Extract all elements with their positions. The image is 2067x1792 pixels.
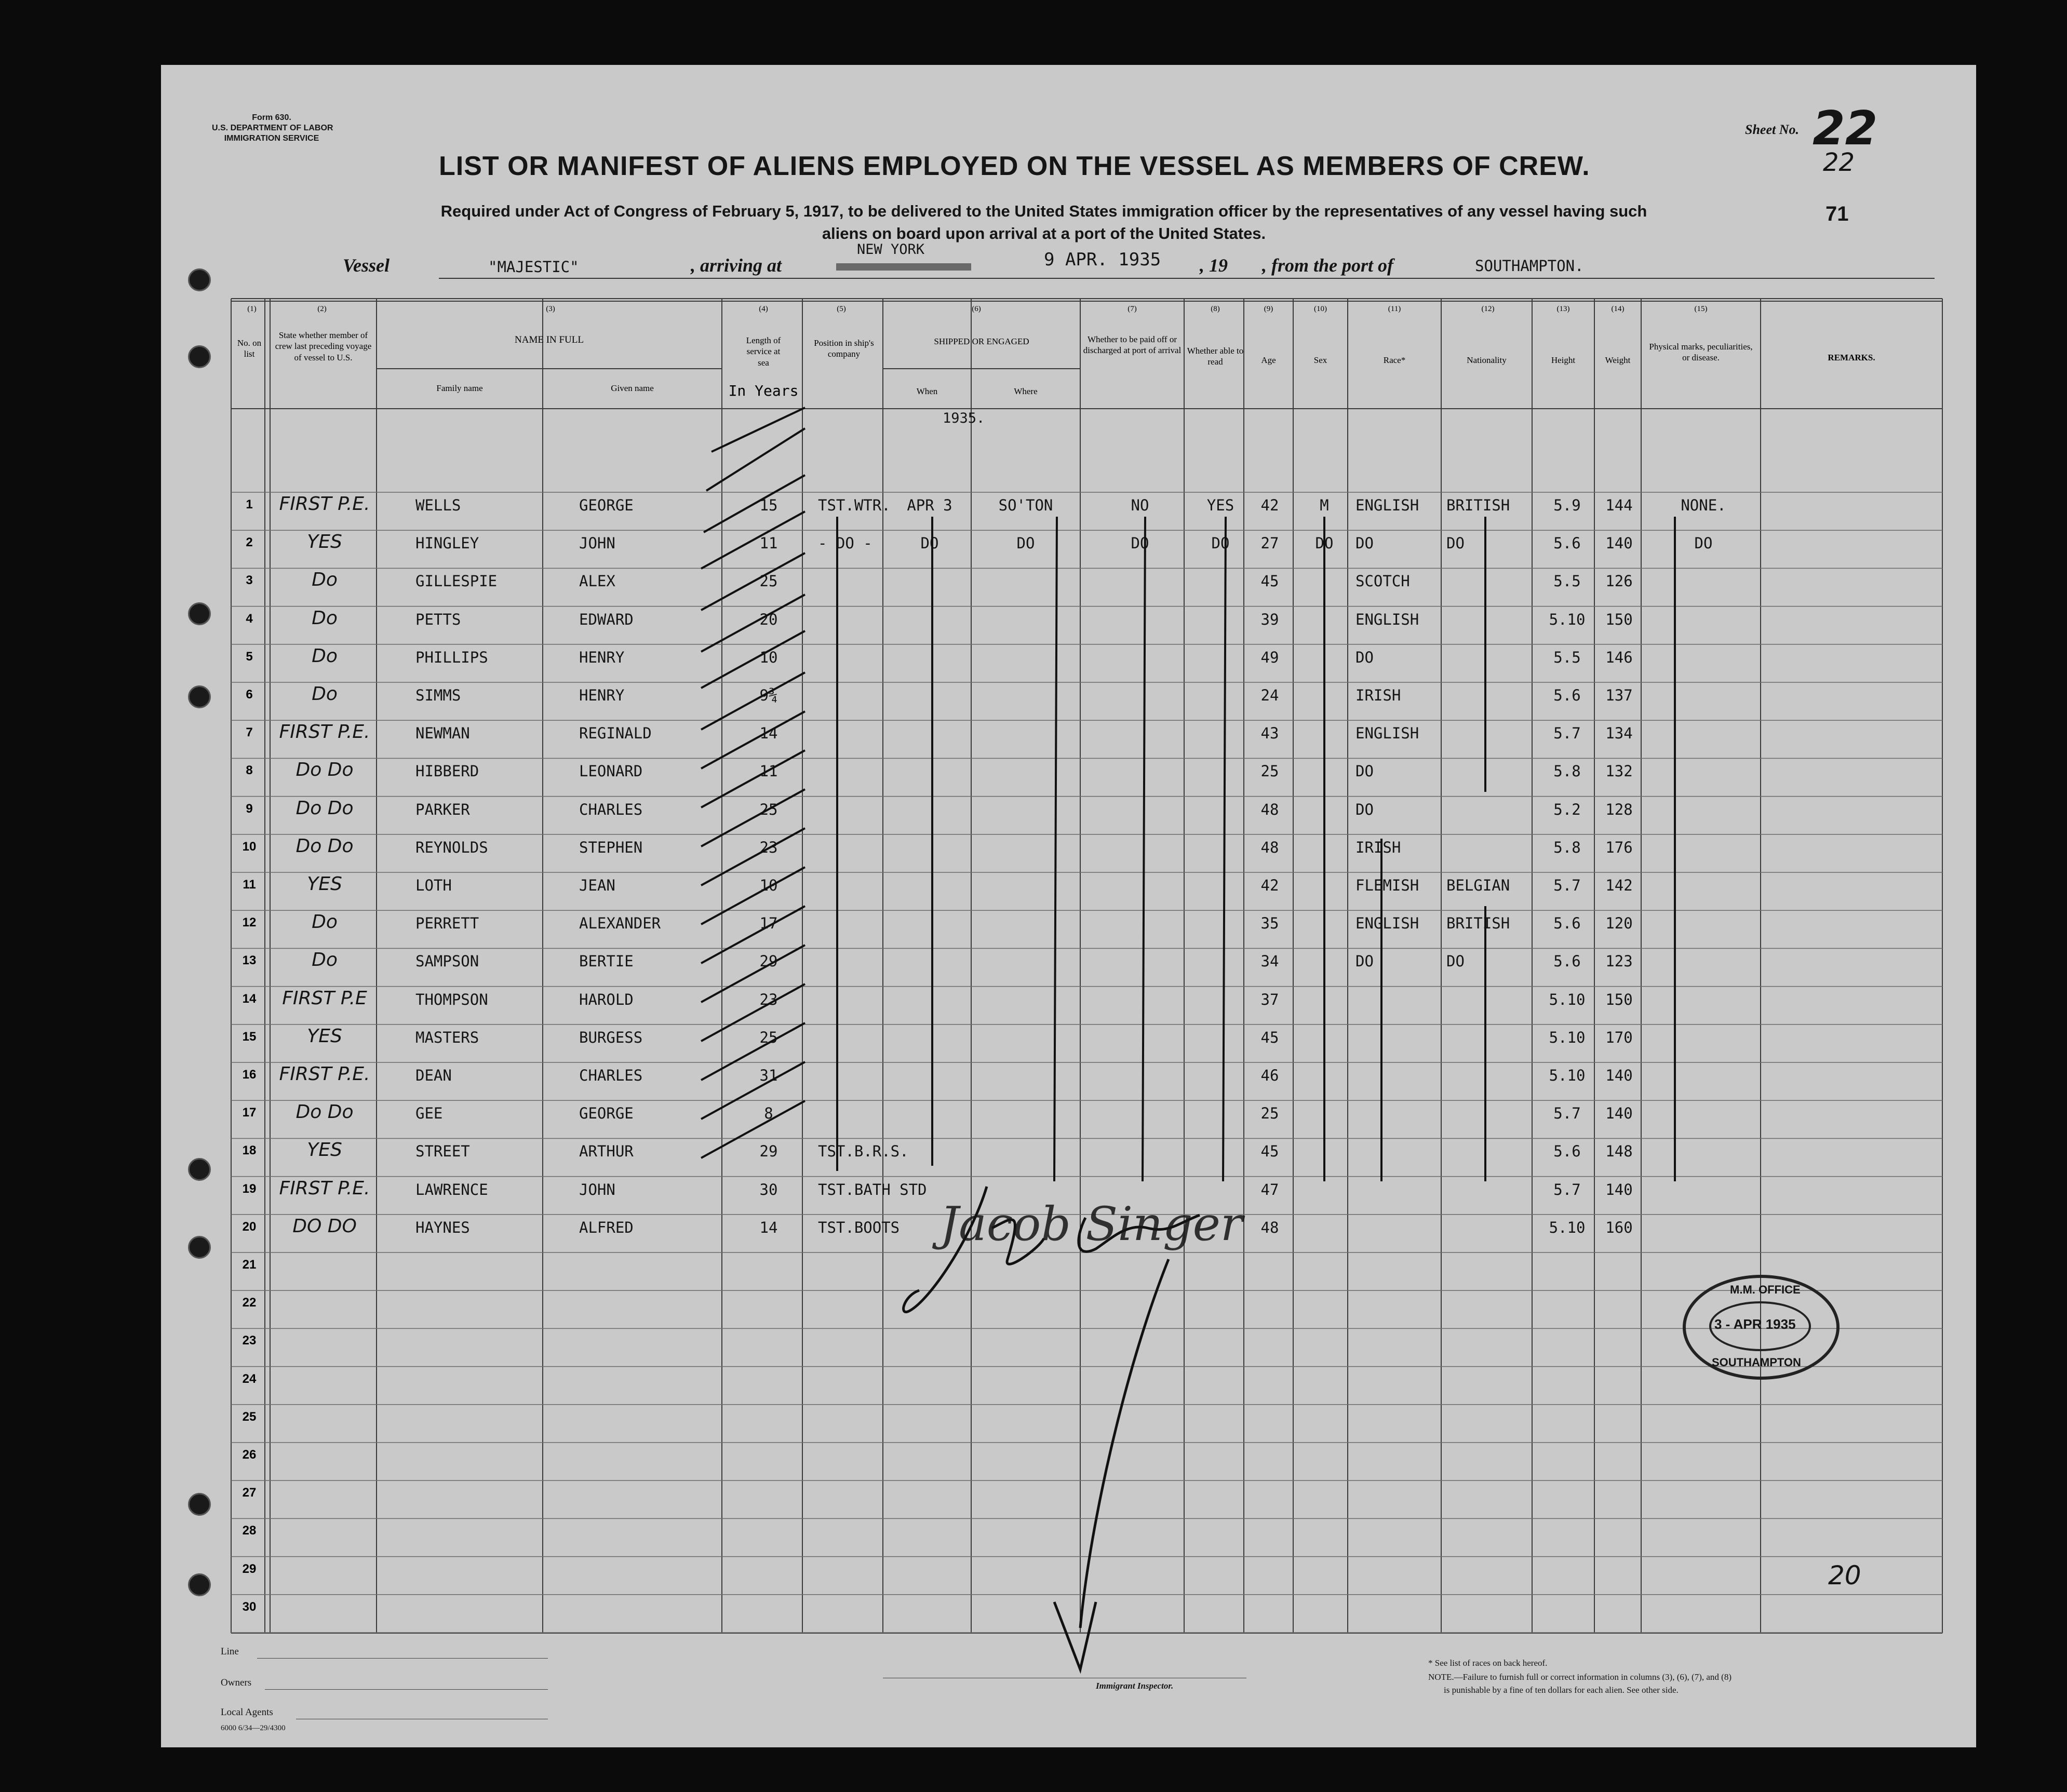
cell-weight: 148	[1605, 1142, 1633, 1161]
cell-weight: 140	[1605, 1067, 1633, 1084]
cell-service: 25	[759, 800, 778, 818]
cell-height: 5.8	[1553, 762, 1581, 780]
header-weight: Weight	[1605, 355, 1631, 365]
header-able-read: Whether able to read	[1187, 346, 1244, 367]
cell-given: HAROLD	[579, 990, 634, 1008]
cell-service: 17	[759, 914, 778, 933]
manifest-sheet: Form 630. U.S. DEPARTMENT OF LABOR IMMIGRATION SERVICE Sheet No. 22 22 71 LIST OR MANIFEST OF ALIENS EMPLOYED ON THE VESSEL AS MEMBERS OF CREW. Required under Act of Congress of February 5, 1917, to be delivered to the United States immigration officer by the representatives of any vessel having such aliens on board upon arrival at a port of the United States. Vessel "MAJESTIC" , arriving at NEW YORK 9 APR. 1935 , 19 , from the port of SOUTHAMPTON. (1) (2) (3) (4) (5) (6) (7) (8) (9) (10) (11) (12) (13) (14) (15) No. on list State whether member of crew last preceding voyage of vessel to U.S. NAME IN FULL Family name Given name Length of service at sea In Years Position in ship's company SHIPPED OR ENGAGED When Where Whether to be paid off or discharged at port of arrival Whether able to read Age Sex Race* Nationality Height Weight Physical marks, peculiarities, or disease. REMARKS. 1935. 1 FIRST P.E. WELLS GEORGE 15 TST.WTR. APR 3 SO'TON NO YES 42 M ENGLISH BRITISH 5.9 144 NONE. 2 YES HINGLEY JOHN 11 - DO - DO DO DO DO 27 DO DO DO 5.6 140 DO 3 Do GILLESPIE ALEX 25 45 SCOTCH 5.5 126 4 Do PETTS EDWARD 20 39 ENGLISH 5.10 150 5 Do PHILLIPS HENRY 10 49 DO 5.5 146 6 Do SIMMS HENRY 9¾ 24 IRISH 5.6 137 7 FIRST P.E. NEWMAN REGINALD 14 43 ENGLISH 5.7 134 8 Do Do HIBBERD LEONARD 11 25 DO 5.8 132 9 Do Do PARKER CHARLES 25 48 DO 5.2 128 10 Do Do REYNOLDS STEPHEN 23 48 IRISH 5.8 176 11 YES LOTH JEAN 10 42 FLEMISH BELGIAN 5.7 142 12 Do PERRETT ALEXANDER 17 35 ENGLISH BRITISH 5.6 120 13 Do SAMPSON BERTIE 29 34 DO DO 5.6 123 14 FIRST P.E THOMPSON HAROLD 23 37 5.10 150 15 YES MASTERS BURGESS 25 45 5.10 170 16 FIRST P.E. DEAN CHARLES 31 46 5.10 140 17 Do Do GEE GEORGE 8 25 5.7 140 18 YES STREET ARTHUR 29 TST.B.R.S. 45 5.6 148 19 FIRST P.E. LAWRENCE JOHN 30 TST.BATH STD 47 5.7 140 20 DO DO HAYNES ALFRED 14 TST.BOOTS 48 5.10 160 21 22 23 24 25 26 27 28 29 30 Jacob Singer M.M. OFFICE 3 - APR 1935 SOUTHAMPTON 20 Line Owners Local Agents 6000 6/34—29/4300 Immigrant Inspector. * See list of races on back hereof. NOTE.—Failure to furnish full or correct information in columns (3), (6), (7), and (8) is punishable by a fine of ten dollars for each alien. See other side.	[161, 65, 1976, 1747]
cell-race: DO	[1355, 648, 1374, 666]
cell-age: 42	[1260, 877, 1279, 894]
row-number: 10	[242, 839, 257, 854]
cell-service: 25	[759, 1028, 778, 1046]
form-number: Form 630.	[252, 113, 291, 122]
cell-read: DO	[1211, 534, 1230, 553]
header-sex: Sex	[1313, 355, 1327, 365]
cell-marks: NONE.	[1681, 496, 1726, 514]
cell-given: CHARLES	[579, 800, 643, 818]
cell-height: 5.7	[1553, 724, 1581, 743]
year-label: , 19	[1200, 255, 1228, 276]
cell-prev: FIRST P.E.	[279, 493, 370, 515]
cell-age: 39	[1260, 610, 1279, 628]
cell-given: ALEXANDER	[579, 914, 661, 933]
cell-family: SAMPSON	[415, 952, 479, 971]
cell-weight: 140	[1605, 1104, 1633, 1123]
cell-given: ARTHUR	[579, 1142, 634, 1161]
cell-read: YES	[1206, 496, 1234, 514]
cell-where: DO	[1016, 534, 1035, 553]
row-number: 8	[246, 763, 253, 778]
cell-service: 14	[759, 1218, 778, 1236]
cell-height: 5.9	[1553, 496, 1581, 514]
footer-agents-label: Local Agents	[221, 1707, 273, 1718]
cell-service: 10	[759, 877, 778, 894]
cell-weight: 144	[1605, 496, 1633, 514]
cell-given: JOHN	[579, 534, 615, 553]
cell-family: GILLESPIE	[415, 572, 498, 590]
header-paid-off: Whether to be paid off or discharged at port of arrival	[1083, 334, 1182, 356]
cell-family: THOMPSON	[415, 990, 488, 1008]
cell-height: 5.10	[1549, 990, 1586, 1008]
cell-family: MASTERS	[415, 1028, 479, 1046]
cell-prev: YES	[307, 1025, 342, 1047]
cell-race: ENGLISH	[1355, 610, 1419, 628]
row-number: 15	[242, 1029, 257, 1044]
header-nationality: Nationality	[1467, 355, 1507, 365]
cell-race: ENGLISH	[1355, 724, 1419, 743]
cell-family: NEWMAN	[415, 724, 470, 743]
header-no-on-list: No. on list	[237, 338, 262, 359]
header-given-name: Given name	[611, 383, 654, 393]
cell-age: 24	[1260, 686, 1279, 704]
cell-prev: YES	[307, 873, 342, 895]
cell-position: TST.BATH STD	[818, 1180, 927, 1198]
cell-service: 11	[759, 534, 778, 553]
cell-age: 42	[1260, 496, 1279, 514]
mm-office-stamp: M.M. OFFICE 3 - APR 1935 SOUTHAMPTON	[1683, 1275, 1840, 1380]
cell-age: 25	[1260, 762, 1279, 780]
cell-service: 9¾	[759, 686, 778, 704]
cell-age: 35	[1260, 914, 1279, 933]
cell-weight: 123	[1605, 952, 1633, 971]
cell-age: 45	[1260, 1142, 1279, 1161]
cell-prev: YES	[307, 1139, 342, 1161]
cell-service: 29	[759, 952, 778, 971]
arriving-label: , arriving at	[691, 255, 782, 276]
cell-position: - DO -	[818, 534, 873, 553]
header-race: Race*	[1383, 355, 1406, 365]
cell-height: 5.10	[1549, 1028, 1586, 1046]
cell-given: ALEX	[579, 572, 615, 590]
cell-prev: Do	[312, 607, 338, 629]
cell-height: 5.7	[1553, 1104, 1581, 1123]
cell-service: 20	[759, 610, 778, 628]
row-number-empty: 30	[242, 1599, 257, 1614]
cell-family: LOTH	[415, 877, 452, 894]
cell-age: 48	[1260, 1218, 1279, 1236]
cell-service: 10	[759, 648, 778, 666]
row-number-empty: 27	[242, 1486, 257, 1500]
row-number: 14	[242, 991, 257, 1006]
header-state-whether: State whether member of crew last preceding voyage of vessel to U.S.	[275, 330, 372, 362]
header-physical: Physical marks, peculiarities, or disease.	[1649, 342, 1753, 363]
cell-height: 5.7	[1553, 877, 1581, 894]
cell-service: 15	[759, 496, 778, 514]
header-name-in-full: NAME IN FULL	[515, 334, 584, 345]
cell-height: 5.10	[1549, 610, 1586, 628]
cell-age: 47	[1260, 1180, 1279, 1198]
cell-given: EDWARD	[579, 610, 634, 628]
row-number: 9	[246, 801, 253, 816]
cell-family: LAWRENCE	[415, 1180, 488, 1198]
cell-given: CHARLES	[579, 1067, 643, 1084]
cell-marks: DO	[1694, 534, 1713, 553]
cell-weight: 140	[1605, 534, 1633, 553]
sheet-label: Sheet No.	[1745, 122, 1799, 137]
cell-age: 37	[1260, 990, 1279, 1008]
cell-given: BERTIE	[579, 952, 634, 971]
cell-service: 11	[759, 762, 778, 780]
cell-family: PHILLIPS	[415, 648, 488, 666]
cell-race: IRISH	[1355, 838, 1401, 856]
cell-family: REYNOLDS	[415, 838, 488, 856]
cell-weight: 140	[1605, 1180, 1633, 1198]
cell-height: 5.6	[1553, 952, 1581, 971]
row-number: 4	[246, 611, 253, 626]
cell-weight: 132	[1605, 762, 1633, 780]
footer-line-label: Line	[221, 1646, 239, 1657]
arrival-date: 9 APR. 1935	[1044, 249, 1161, 270]
row-number: 12	[242, 915, 257, 930]
cell-family: STREET	[415, 1142, 470, 1161]
cell-height: 5.5	[1553, 572, 1581, 590]
cell-nat: DO	[1446, 534, 1465, 553]
header-shipped: SHIPPED OR ENGAGED	[934, 336, 1029, 346]
vessel-name: "MAJESTIC"	[488, 258, 579, 276]
race-note: * See list of races on back hereof.	[1428, 1658, 1548, 1668]
cell-given: LEONARD	[579, 762, 643, 780]
cell-prev: FIRST P.E.	[279, 721, 370, 743]
header-family-name: Family name	[436, 383, 483, 393]
header-age: Age	[1261, 355, 1276, 365]
cell-prev: Do Do	[296, 1101, 354, 1123]
cell-height: 5.2	[1553, 800, 1581, 818]
cell-weight: 126	[1605, 572, 1633, 590]
cell-prev: FIRST P.E.	[279, 1177, 370, 1199]
cell-paid: NO	[1131, 496, 1149, 514]
row-number-empty: 23	[242, 1333, 257, 1348]
cell-given: JOHN	[579, 1180, 615, 1198]
cell-when: APR 3	[907, 496, 952, 514]
cell-race: DO	[1355, 534, 1374, 553]
cell-nat: BRITISH	[1446, 496, 1510, 514]
cell-prev: FIRST P.E.	[279, 1063, 370, 1085]
cell-family: PERRETT	[415, 914, 479, 933]
cell-nat: DO	[1446, 952, 1465, 971]
row-number: 13	[242, 953, 257, 968]
row-number: 5	[246, 649, 253, 664]
cell-sex: DO	[1315, 534, 1334, 553]
header-length-service: Length of service at sea	[746, 335, 781, 368]
cell-age: 48	[1260, 838, 1279, 856]
row-number: 16	[242, 1068, 257, 1082]
cell-family: WELLS	[415, 496, 461, 514]
row-number: 17	[242, 1106, 257, 1120]
row-number: 18	[242, 1143, 257, 1158]
cell-age: 25	[1260, 1104, 1279, 1123]
print-code: 6000 6/34—29/4300	[221, 1724, 286, 1732]
cell-service: 29	[759, 1142, 778, 1161]
cell-given: HENRY	[579, 648, 625, 666]
cell-family: PETTS	[415, 610, 461, 628]
cell-age: 49	[1260, 648, 1279, 666]
cell-prev: Do Do	[296, 835, 354, 857]
cell-family: HIBBERD	[415, 762, 479, 780]
row-number-empty: 22	[242, 1296, 257, 1310]
row-number: 11	[243, 878, 256, 892]
cell-prev: Do	[312, 683, 338, 705]
footer-owners-label: Owners	[221, 1677, 252, 1688]
from-label: , from the port of	[1262, 255, 1394, 276]
cell-race: ENGLISH	[1355, 496, 1419, 514]
cell-age: 34	[1260, 952, 1279, 971]
inspector-label: Immigrant Inspector.	[1096, 1681, 1174, 1691]
cell-weight: 150	[1605, 990, 1633, 1008]
cell-service: 23	[759, 838, 778, 856]
cell-given: GEORGE	[579, 1104, 634, 1123]
sheet-number-note: 22	[1823, 148, 1855, 177]
cell-age: 45	[1260, 572, 1279, 590]
penalty-note-2: is punishable by a fine of ten dollars for each alien. See other side.	[1444, 1685, 1679, 1695]
penalty-note-1: NOTE.—Failure to furnish full or correct information in columns (3), (6), (7), and (8)	[1428, 1672, 1732, 1682]
cell-prev: YES	[307, 531, 342, 553]
cell-height: 5.6	[1553, 914, 1581, 933]
cell-sex: M	[1320, 496, 1329, 514]
cell-race: SCOTCH	[1355, 572, 1410, 590]
cell-position: TST.WTR.	[818, 496, 891, 514]
cell-race: FLEMISH	[1355, 877, 1419, 894]
cell-weight: 160	[1605, 1218, 1633, 1236]
cell-prev: DO DO	[292, 1215, 357, 1237]
cell-weight: 170	[1605, 1028, 1633, 1046]
cell-race: IRISH	[1355, 686, 1401, 704]
cell-height: 5.10	[1549, 1218, 1586, 1236]
cell-prev: Do	[312, 569, 338, 591]
cell-given: BURGESS	[579, 1028, 643, 1046]
cell-family: HAYNES	[415, 1218, 470, 1236]
ruled-grid	[161, 65, 1976, 1747]
cell-height: 5.5	[1553, 648, 1581, 666]
cell-height: 5.6	[1553, 1142, 1581, 1161]
cell-prev: Do	[312, 645, 338, 667]
cell-family: GEE	[415, 1104, 443, 1123]
cell-weight: 146	[1605, 648, 1633, 666]
cell-service: 30	[759, 1180, 778, 1198]
cell-prev: Do	[312, 949, 338, 971]
manifest-title: LIST OR MANIFEST OF ALIENS EMPLOYED ON THE VESSEL AS MEMBERS OF CREW.	[439, 151, 1590, 181]
cell-weight: 150	[1605, 610, 1633, 628]
cell-service: 31	[759, 1067, 778, 1084]
row-number-empty: 26	[242, 1448, 257, 1462]
cell-given: GEORGE	[579, 496, 634, 514]
row-number: 3	[246, 573, 253, 588]
cell-age: 48	[1260, 800, 1279, 818]
cell-weight: 176	[1605, 838, 1633, 856]
arriving-port: NEW YORK	[857, 241, 925, 258]
row-number-empty: 25	[242, 1409, 257, 1424]
row-number: 19	[242, 1181, 257, 1196]
cell-height: 5.6	[1553, 686, 1581, 704]
cell-prev: Do Do	[296, 759, 354, 781]
header-remarks: REMARKS.	[1828, 353, 1875, 362]
cell-prev: Do Do	[296, 797, 354, 819]
header-height: Height	[1551, 355, 1576, 365]
cell-age: 45	[1260, 1028, 1279, 1046]
cell-age: 43	[1260, 724, 1279, 743]
row-number: 20	[242, 1219, 257, 1234]
cell-weight: 137	[1605, 686, 1633, 704]
cell-given: HENRY	[579, 686, 625, 704]
cell-service: 25	[759, 572, 778, 590]
cell-given: REGINALD	[579, 724, 652, 743]
header-in-years: In Years	[728, 382, 799, 399]
cell-height: 5.8	[1553, 838, 1581, 856]
row-number-empty: 29	[242, 1561, 257, 1576]
cell-prev: FIRST P.E	[282, 987, 367, 1009]
cell-family: PARKER	[415, 800, 470, 818]
row-number: 2	[246, 535, 253, 550]
cell-race: DO	[1355, 800, 1374, 818]
cell-given: ALFRED	[579, 1218, 634, 1236]
header-position: Position in ship's company	[814, 338, 874, 359]
cell-service: 23	[759, 990, 778, 1008]
cell-position: TST.B.R.S.	[818, 1142, 909, 1161]
cell-race: DO	[1355, 762, 1374, 780]
row-number-empty: 24	[242, 1371, 257, 1386]
row-number-empty: 21	[242, 1258, 257, 1272]
inspector-signature: Jacob Singer	[940, 1197, 1243, 1251]
year-note: 1935.	[943, 410, 985, 426]
cell-weight: 128	[1605, 800, 1633, 818]
manifest-subtitle: Required under Act of Congress of February 5, 1917, to be delivered to the United States immigration officer by the representatives of any vessel having such aliens on board upon arrival at a port of the United States.	[440, 202, 1647, 243]
cell-family: DEAN	[415, 1067, 452, 1084]
cell-race: ENGLISH	[1355, 914, 1419, 933]
cell-paid: DO	[1131, 534, 1149, 553]
cell-family: HINGLEY	[415, 534, 479, 553]
from-port: SOUTHAMPTON.	[1475, 257, 1584, 275]
cell-family: SIMMS	[415, 686, 461, 704]
cell-position: TST.BOOTS	[818, 1218, 900, 1236]
cell-height: 5.10	[1549, 1067, 1586, 1084]
cell-height: 5.6	[1553, 534, 1581, 553]
row-number-empty: 28	[242, 1524, 257, 1538]
sheet-number: 22	[1813, 101, 1878, 156]
cell-when: DO	[920, 534, 939, 553]
service: IMMIGRATION SERVICE	[224, 134, 319, 143]
cell-service: 14	[759, 724, 778, 743]
page-number: 71	[1826, 203, 1849, 225]
header-when: When	[916, 386, 938, 396]
cell-given: JEAN	[579, 877, 615, 894]
tally-note: 20	[1828, 1560, 1861, 1591]
cell-nat: BELGIAN	[1446, 877, 1510, 894]
header-where: Where	[1014, 386, 1038, 396]
cell-given: STEPHEN	[579, 838, 643, 856]
cell-age: 46	[1260, 1067, 1279, 1084]
cell-prev: Do	[312, 911, 338, 933]
cell-weight: 120	[1605, 914, 1633, 933]
department: U.S. DEPARTMENT OF LABOR	[212, 124, 333, 132]
cell-height: 5.7	[1553, 1180, 1581, 1198]
cell-race: DO	[1355, 952, 1374, 971]
cell-weight: 142	[1605, 877, 1633, 894]
cell-nat: BRITISH	[1446, 914, 1510, 933]
vessel-label: Vessel	[343, 255, 390, 276]
row-number: 7	[246, 725, 253, 740]
cell-service: 8	[764, 1104, 773, 1123]
cell-age: 27	[1260, 534, 1279, 553]
cell-weight: 134	[1605, 724, 1633, 743]
row-number: 6	[246, 688, 253, 702]
row-number: 1	[246, 497, 253, 511]
cell-where: SO'TON	[998, 496, 1053, 514]
